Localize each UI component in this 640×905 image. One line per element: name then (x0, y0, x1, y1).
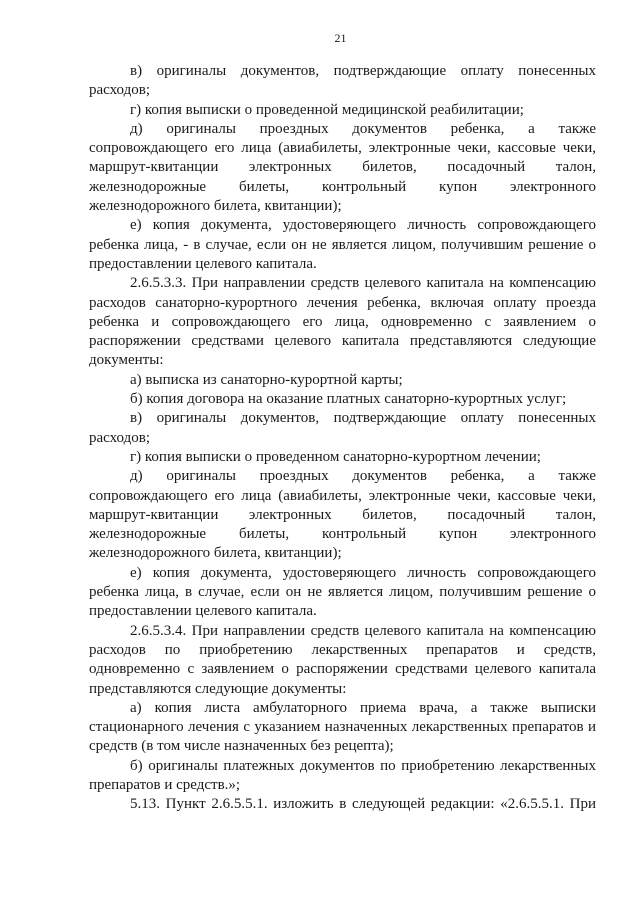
paragraph-item-b-payment-documents: б) оригиналы платежных документов по приобретению лекарственных препаратов и средств.»; (89, 757, 596, 793)
page-number: 21 (334, 31, 347, 45)
paragraph-amendment-5-13: 5.13. Пункт 2.6.5.5.1. изложить в следующей редакции: «2.6.5.5.1. При (130, 796, 596, 813)
paragraph-section-2-6-5-3-4: 2.6.5.3.4. При направлении средств целевого капитала на компенсацию расходов по приобретению лекарственных препаратов и средств, одновременно с заявлением о распоряжении средствами целевого капитала представляются следующие документы: (89, 622, 596, 697)
document-body (89, 62, 596, 815)
paragraph-section-2-6-5-3-3: 2.6.5.3.3. При направлении средств целевого капитала на компенсацию расходов санаторно-курортного лечения ребенка, включая оплату проезда ребенка и сопровождающего его лица, одновременно с заявлением о распоряжении средствами целевого капитала представляются следующие документы: (89, 275, 596, 369)
paragraph-item-d-travel-documents: д) оригиналы проездных документов ребенка, а также сопровождающего его лица (авиабилеты, электронные чеки, кассовые чеки, маршрут-квитанции электронных билетов, посадочный талон, железнодорожные билеты, контрольный купон электронного железнодорожного билета, квитанции); (89, 120, 596, 215)
paragraph-item-g-treatment-extract: г) копия выписки о проведенном санаторно-курортном лечении; (130, 448, 541, 465)
paragraph-item-a-sanatorium-card: а) выписка из санаторно-курортной карты; (130, 371, 403, 388)
paragraph-item-e-identity-document-2: е) копия документа, удостоверяющего личность сопровождающего ребенка лица, в случае, если он не является лицом, получившим решение о предоставлении целевого капитала. (89, 564, 596, 620)
paragraph-item-a-outpatient-sheet: а) копия листа амбулаторного приема врача, а также выписки стационарного лечения с указанием назначенных лекарственных препаратов и средств (в том числе назначенных без рецепта); (89, 699, 596, 755)
paragraph-item-v-payment-originals-2: в) оригиналы документов, подтверждающие оплату понесенных расходов; (89, 410, 596, 446)
paragraph-item-e-identity-document: е) копия документа, удостоверяющего личность сопровождающего ребенка лица, - в случае, если он не является лицом, получившим решение о предоставлении целевого капитала. (89, 217, 596, 272)
paragraph-item-g-rehabilitation-extract: г) копия выписки о проведенной медицинской реабилитации; (130, 101, 524, 118)
paragraph-item-d-travel-documents-2: д) оригиналы проездных документов ребенка, а также сопровождающего его лица (авиабилеты, электронные чеки, кассовые чеки, маршрут-квитанции электронных билетов, посадочный талон, железнодорожные билеты, контрольный купон электронного железнодорожного билета, квитанции); (89, 468, 596, 562)
document-page (89, 30, 596, 815)
paragraph-item-v-payment-originals: в) оригиналы документов, подтверждающие оплату понесенных расходов; (89, 63, 596, 99)
paragraph-item-b-services-contract: б) копия договора на оказание платных санаторно-курортных услуг; (130, 391, 567, 408)
